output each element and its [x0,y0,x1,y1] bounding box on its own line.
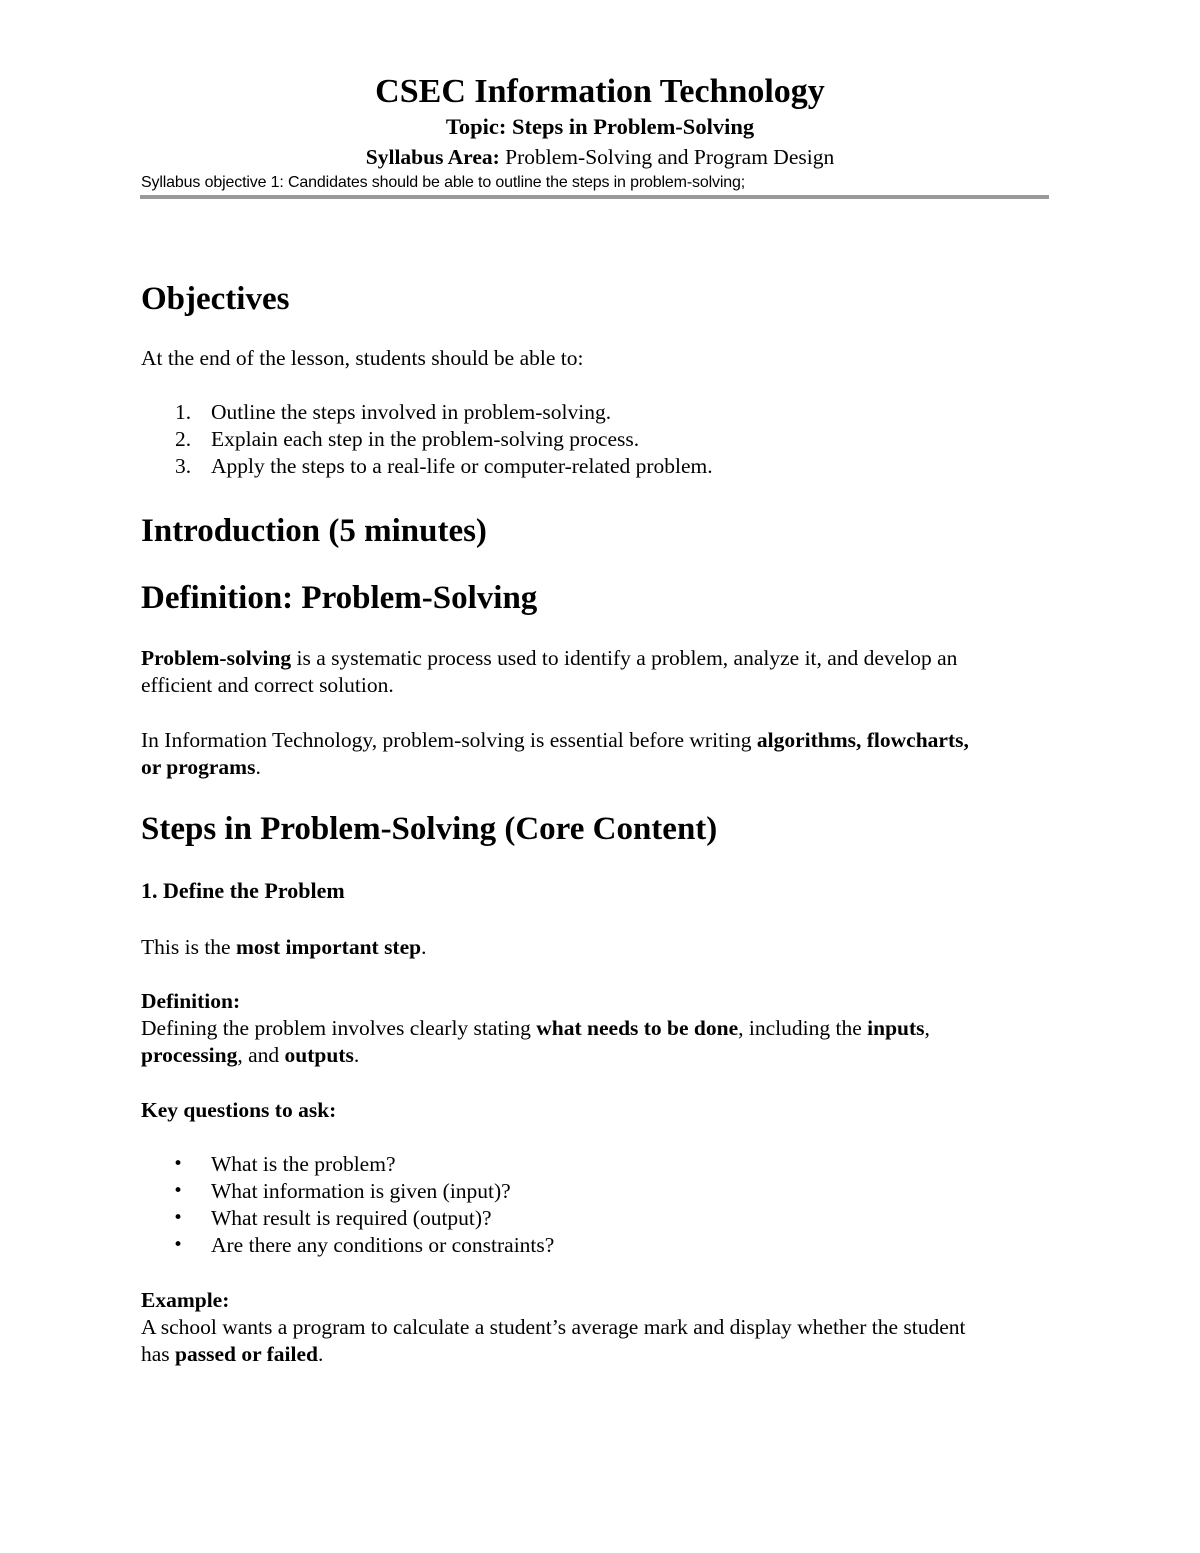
it-paragraph-text: . [255,755,261,779]
step1-definition-line2 [141,1042,359,1069]
list-item-text: Are there any conditions or constraints? [211,1233,555,1257]
step1-text: , including the [738,1016,868,1040]
bullet-icon: • [173,1154,184,1174]
definition-heading: Definition: Problem-Solving [141,580,538,616]
list-item-text: Apply the steps to a real-life or computer-related problem. [211,454,713,478]
document-title: CSEC Information Technology [375,73,825,110]
introduction-heading: Introduction (5 minutes) [141,513,487,549]
list-number: 3. [175,454,192,478]
topic-line: Topic: Steps in Problem-Solving [445,114,755,139]
list-item-text: Explain each step in the problem-solving process. [211,427,640,451]
list-number: 2. [175,427,192,451]
list-item-text: What information is given (input)? [211,1179,511,1203]
definition-paragraph-line2: efficient and correct solution. [141,673,394,697]
definition-label: Definition: [141,989,241,1013]
key-questions-label: Key questions to ask: [141,1098,337,1122]
syllabus-objective-line [141,172,745,194]
key-questions-list [141,1151,554,1259]
list-item [141,1232,554,1259]
it-paragraph-line1 [141,727,969,754]
example-text: has [141,1342,176,1366]
step1-text: . [421,935,427,959]
step1-text: This is the [141,935,236,959]
objectives-list [141,399,713,480]
header-divider [140,195,1049,199]
definition-paragraph-line1 [141,645,957,672]
it-paragraph-bold: or programs [141,755,256,779]
steps-heading: Steps in Problem-Solving (Core Content) [141,811,718,847]
it-paragraph-text: In Information Technology, problem-solving is essential before writing [141,728,757,752]
example-line2 [141,1341,323,1368]
step1-important-line [141,934,426,961]
step1-bold: processing [141,1043,238,1067]
list-item-text: What is the problem? [211,1152,396,1176]
example-bold: passed or failed [175,1342,318,1366]
it-paragraph-bold: algorithms, flowcharts, [756,728,969,752]
step1-definition-line1 [141,1015,930,1042]
step1-text: , [924,1016,930,1040]
step1-bold: what needs to be done [536,1016,739,1040]
list-item-text: What result is required (output)? [211,1206,492,1230]
definition-text: is a systematic process used to identify a problem, analyze it, and develop an [291,646,958,670]
step1-text: Defining the problem involves clearly stating [141,1016,537,1040]
example-label: Example: [141,1288,230,1312]
syllabus-area-line [0,143,1200,171]
step1-heading: 1. Define the Problem [141,878,345,903]
bullet-icon: • [173,1181,184,1201]
step1-text: . [353,1043,360,1067]
step1-bold: outputs [284,1043,354,1067]
example-line1: A school wants a program to calculate a student’s average mark and display whether the student [141,1315,966,1339]
list-item [141,1178,554,1205]
it-paragraph-line2 [141,754,261,781]
term-problem-solving: Problem-solving [141,646,292,670]
objectives-intro: At the end of the lesson, students should be able to: [141,346,584,370]
syllabus-objective-text: Candidates should be able to outline the steps in problem-solving; [288,174,746,191]
example-text: . [318,1342,324,1366]
syllabus-objective-label: Syllabus objective 1: [141,174,284,191]
list-item [141,426,713,453]
step1-bold: inputs [867,1016,925,1040]
list-item-text: Outline the steps involved in problem-solving. [211,400,612,424]
list-item [141,399,713,426]
syllabus-area-value: Problem-Solving and Program Design [505,145,835,169]
step1-text: , and [237,1043,285,1067]
list-item [141,1205,554,1232]
list-item [141,453,713,480]
syllabus-area-label: Syllabus Area: [365,145,500,169]
list-item [141,1151,554,1178]
step1-bold: most important step [235,935,422,959]
bullet-icon: • [173,1235,184,1255]
list-number: 1. [175,400,192,424]
objectives-heading: Objectives [141,281,290,317]
bullet-icon: • [173,1208,184,1228]
